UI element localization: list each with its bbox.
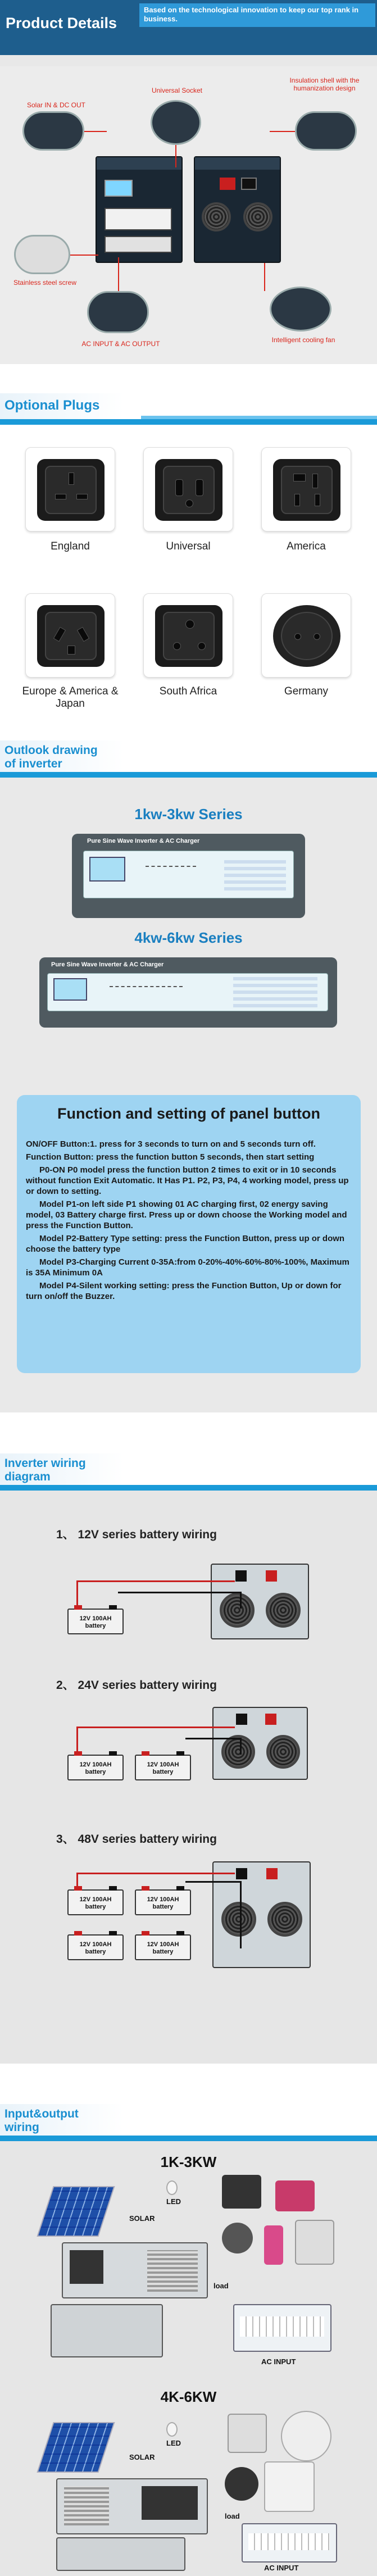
positive-terminal-icon [266, 1570, 277, 1582]
outlook-header [0, 740, 377, 778]
function-title: Function and setting of panel button [57, 1105, 320, 1122]
ac-distribution-panel-2 [242, 2523, 337, 2563]
io-header [0, 2104, 377, 2141]
indicator-leds [233, 977, 317, 1007]
function-settings-box [17, 1095, 361, 1373]
product-details-panel [0, 66, 377, 364]
screw-zoom [14, 235, 70, 274]
universal-socket-zoom [151, 100, 201, 145]
solar-label-2: SOLAR [129, 2453, 155, 2461]
wiring-header [0, 1453, 377, 1491]
io-title-line1: Input&output [4, 2107, 79, 2120]
bottle-device-icon [264, 2225, 283, 2265]
load-label-2: load [225, 2512, 240, 2520]
callout-solar-in: Solar IN & DC OUT [26, 101, 85, 109]
plug-card-germany [261, 593, 351, 678]
function-paragraph: Model P3-Charging Current 0-35A:from 0-20%-40%-60%-80%-100%, Maximum is 35A Minimum 0A [26, 1257, 349, 1278]
terminal-red-icon [220, 178, 235, 190]
lcd-icon [89, 857, 125, 882]
washer-device-icon [264, 2461, 315, 2512]
led-bulb-icon [166, 2422, 178, 2437]
callout-ac-io: AC INPUT & AC OUTPUT [81, 340, 160, 348]
callout-stainless: Stainless steel screw [13, 279, 77, 287]
wiring-title-line1: Inverter wiring [4, 1457, 86, 1470]
io-title-line2: wiring [4, 2121, 39, 2134]
inverter-rear-image [194, 156, 281, 263]
socket-panel [105, 236, 172, 253]
load-label-1: load [214, 2282, 229, 2290]
led-label-2: LED [166, 2439, 181, 2447]
panel-drawing-4k-6k [39, 957, 337, 1028]
panel-label-large: Pure Sine Wave Inverter & AC Charger [51, 961, 164, 968]
product-details-subtitle: Based on the technological innovation to keep our top rank in business. [139, 3, 375, 27]
io-panel [0, 2141, 377, 2576]
lcd-display [105, 180, 133, 197]
panel-label-small: Pure Sine Wave Inverter & AC Charger [87, 838, 200, 844]
plug-label-universal: Universal [166, 540, 211, 552]
battery-24v-b: 12V 100AH battery [135, 1755, 191, 1780]
led-label: LED [166, 2197, 181, 2206]
indicator-leds [224, 857, 286, 891]
battery-bank-1k-3k [51, 2304, 163, 2357]
inverter-unit-4k-6k [56, 2478, 208, 2534]
plug-card-south-africa [143, 593, 233, 678]
panel-drawing-1k-3k [72, 834, 305, 918]
function-paragraph: Model P2-Battery Type setting: press the Function Button, press up or down choose the battery type [26, 1234, 345, 1254]
plugs-panel [0, 425, 377, 739]
battery-12v: 12V 100AH battery [67, 1609, 124, 1634]
fan-icon [266, 1593, 301, 1628]
cooling-fan-zoom [270, 287, 331, 331]
function-paragraph: Model P4-Silent working setting: press the Function Button, Up or down for turn on/off the Buzzer. [26, 1281, 342, 1301]
function-paragraph: Function Button: press the function button 5 seconds, then start setting [26, 1152, 315, 1162]
positive-terminal-icon [266, 1868, 278, 1879]
controller-icon [70, 2250, 103, 2284]
fan-icon [266, 1735, 300, 1769]
product-details-header [0, 0, 377, 66]
ac-distribution-panel-1 [233, 2304, 331, 2352]
callout-cooling: Intelligent cooling fan [271, 336, 335, 344]
optional-plugs-title: Optional Plugs [4, 398, 100, 413]
fan-device-icon [222, 2223, 253, 2254]
range-title-1k-3k: 1kw-3kw Series [134, 806, 243, 823]
wiring-title-line2: diagram [4, 1470, 51, 1483]
cooling-fan-icon [243, 202, 272, 231]
plug-card-universal [143, 447, 233, 531]
wiring-48v-title: 3、 48V series battery wiring [56, 1833, 217, 1846]
positive-terminal-icon [265, 1714, 276, 1725]
battery-bank-4k-6k [56, 2537, 185, 2571]
function-paragraph: ON/OFF Button:1. press for 3 seconds to turn on and 5 seconds turn off. [26, 1139, 316, 1149]
outlook-title-line1: Outlook drawing [4, 744, 98, 757]
terminal-block [105, 208, 172, 230]
ac-input-label-2: AC INPUT [264, 2564, 299, 2572]
stove-device-icon [225, 2467, 258, 2501]
led-bulb-icon [166, 2180, 178, 2195]
germany-socket-icon [273, 605, 340, 667]
negative-terminal-icon [235, 1570, 247, 1582]
plug-card-europe [25, 593, 115, 678]
inverter-front-image [96, 156, 183, 263]
insulation-zoom [295, 111, 357, 151]
product-details-title: Product Details [6, 15, 117, 31]
range-title-4k-6k: 4kw-6kw Series [134, 929, 243, 946]
callout-universal-socket: Universal Socket [151, 87, 203, 94]
plug-label-england: England [51, 540, 90, 552]
negative-terminal-icon [236, 1868, 247, 1879]
function-paragraph: Model P1-on left side P1 showing 01 AC charging first, 02 energy saving model, 03 Battery charge first. Press up or down choose the Working model and press the Function Button. [26, 1200, 347, 1230]
plug-label-america: America [287, 540, 326, 552]
io-series-4k-6k: 4K-6KW [160, 2388, 217, 2405]
south-africa-socket-icon [155, 605, 222, 667]
function-text [26, 1139, 357, 1304]
solar-terminal-zoom [22, 111, 84, 151]
cooling-fan-icon [202, 202, 231, 231]
plug-card-america [261, 447, 351, 531]
fan-icon [267, 1902, 302, 1937]
europe-socket-icon [37, 605, 105, 667]
england-socket-icon [37, 459, 105, 521]
lcd-icon [53, 978, 87, 1001]
wiring-panel [0, 1491, 377, 2064]
vent-grill [147, 2250, 198, 2292]
io-series-1k-3k: 1K-3KW [160, 2154, 217, 2170]
inverter-unit-1k-3k [62, 2242, 208, 2298]
wiring-12v-title: 1、 12V series battery wiring [56, 1528, 217, 1541]
optional-plugs-header [0, 393, 377, 425]
battery-48v-c: 12V 100AH battery [67, 1934, 124, 1960]
cooker-device-icon [295, 2220, 334, 2265]
plug-card-england [25, 447, 115, 531]
header-ribbon [0, 55, 377, 66]
speaker-device-icon [281, 2411, 331, 2461]
camera-device-icon [222, 2175, 261, 2209]
solar-label: SOLAR [129, 2214, 155, 2223]
cooker-device-icon [228, 2414, 267, 2453]
battery-48v-b: 12V 100AH battery [135, 1889, 191, 1915]
negative-terminal-icon [236, 1714, 247, 1725]
outlook-title-line2: of inverter [4, 757, 62, 770]
battery-24v-a: 12V 100AH battery [67, 1755, 124, 1780]
plug-label-south-africa: South Africa [159, 685, 217, 697]
hairdryer-device-icon [275, 2180, 315, 2211]
solar-panel-icon [37, 2186, 115, 2237]
america-socket-icon [273, 459, 340, 521]
plug-label-europe: Europe & America & Japan [22, 685, 119, 710]
controller-icon [142, 2486, 198, 2520]
universal-socket-icon [155, 459, 222, 521]
wiring-24v-title: 2、 24V series battery wiring [56, 1679, 217, 1692]
callout-insulation: Insulation shell with the humanization design [289, 76, 360, 92]
plug-label-germany: Germany [284, 685, 329, 697]
solar-panel-icon [37, 2422, 115, 2473]
vent-grill [64, 2486, 109, 2525]
ac-io-zoom [87, 291, 149, 333]
function-paragraph: P0-ON P0 model press the function button 2 times to exit or in 10 seconds without function Exit Automatic. It Has P1. P2, P3, P4, 4 working model, press up or down to setting. [26, 1165, 349, 1196]
terminal-black-icon [241, 178, 257, 190]
battery-48v-a: 12V 100AH battery [67, 1889, 124, 1915]
battery-48v-d: 12V 100AH battery [135, 1934, 191, 1960]
ac-input-label-1: AC INPUT [261, 2357, 296, 2366]
